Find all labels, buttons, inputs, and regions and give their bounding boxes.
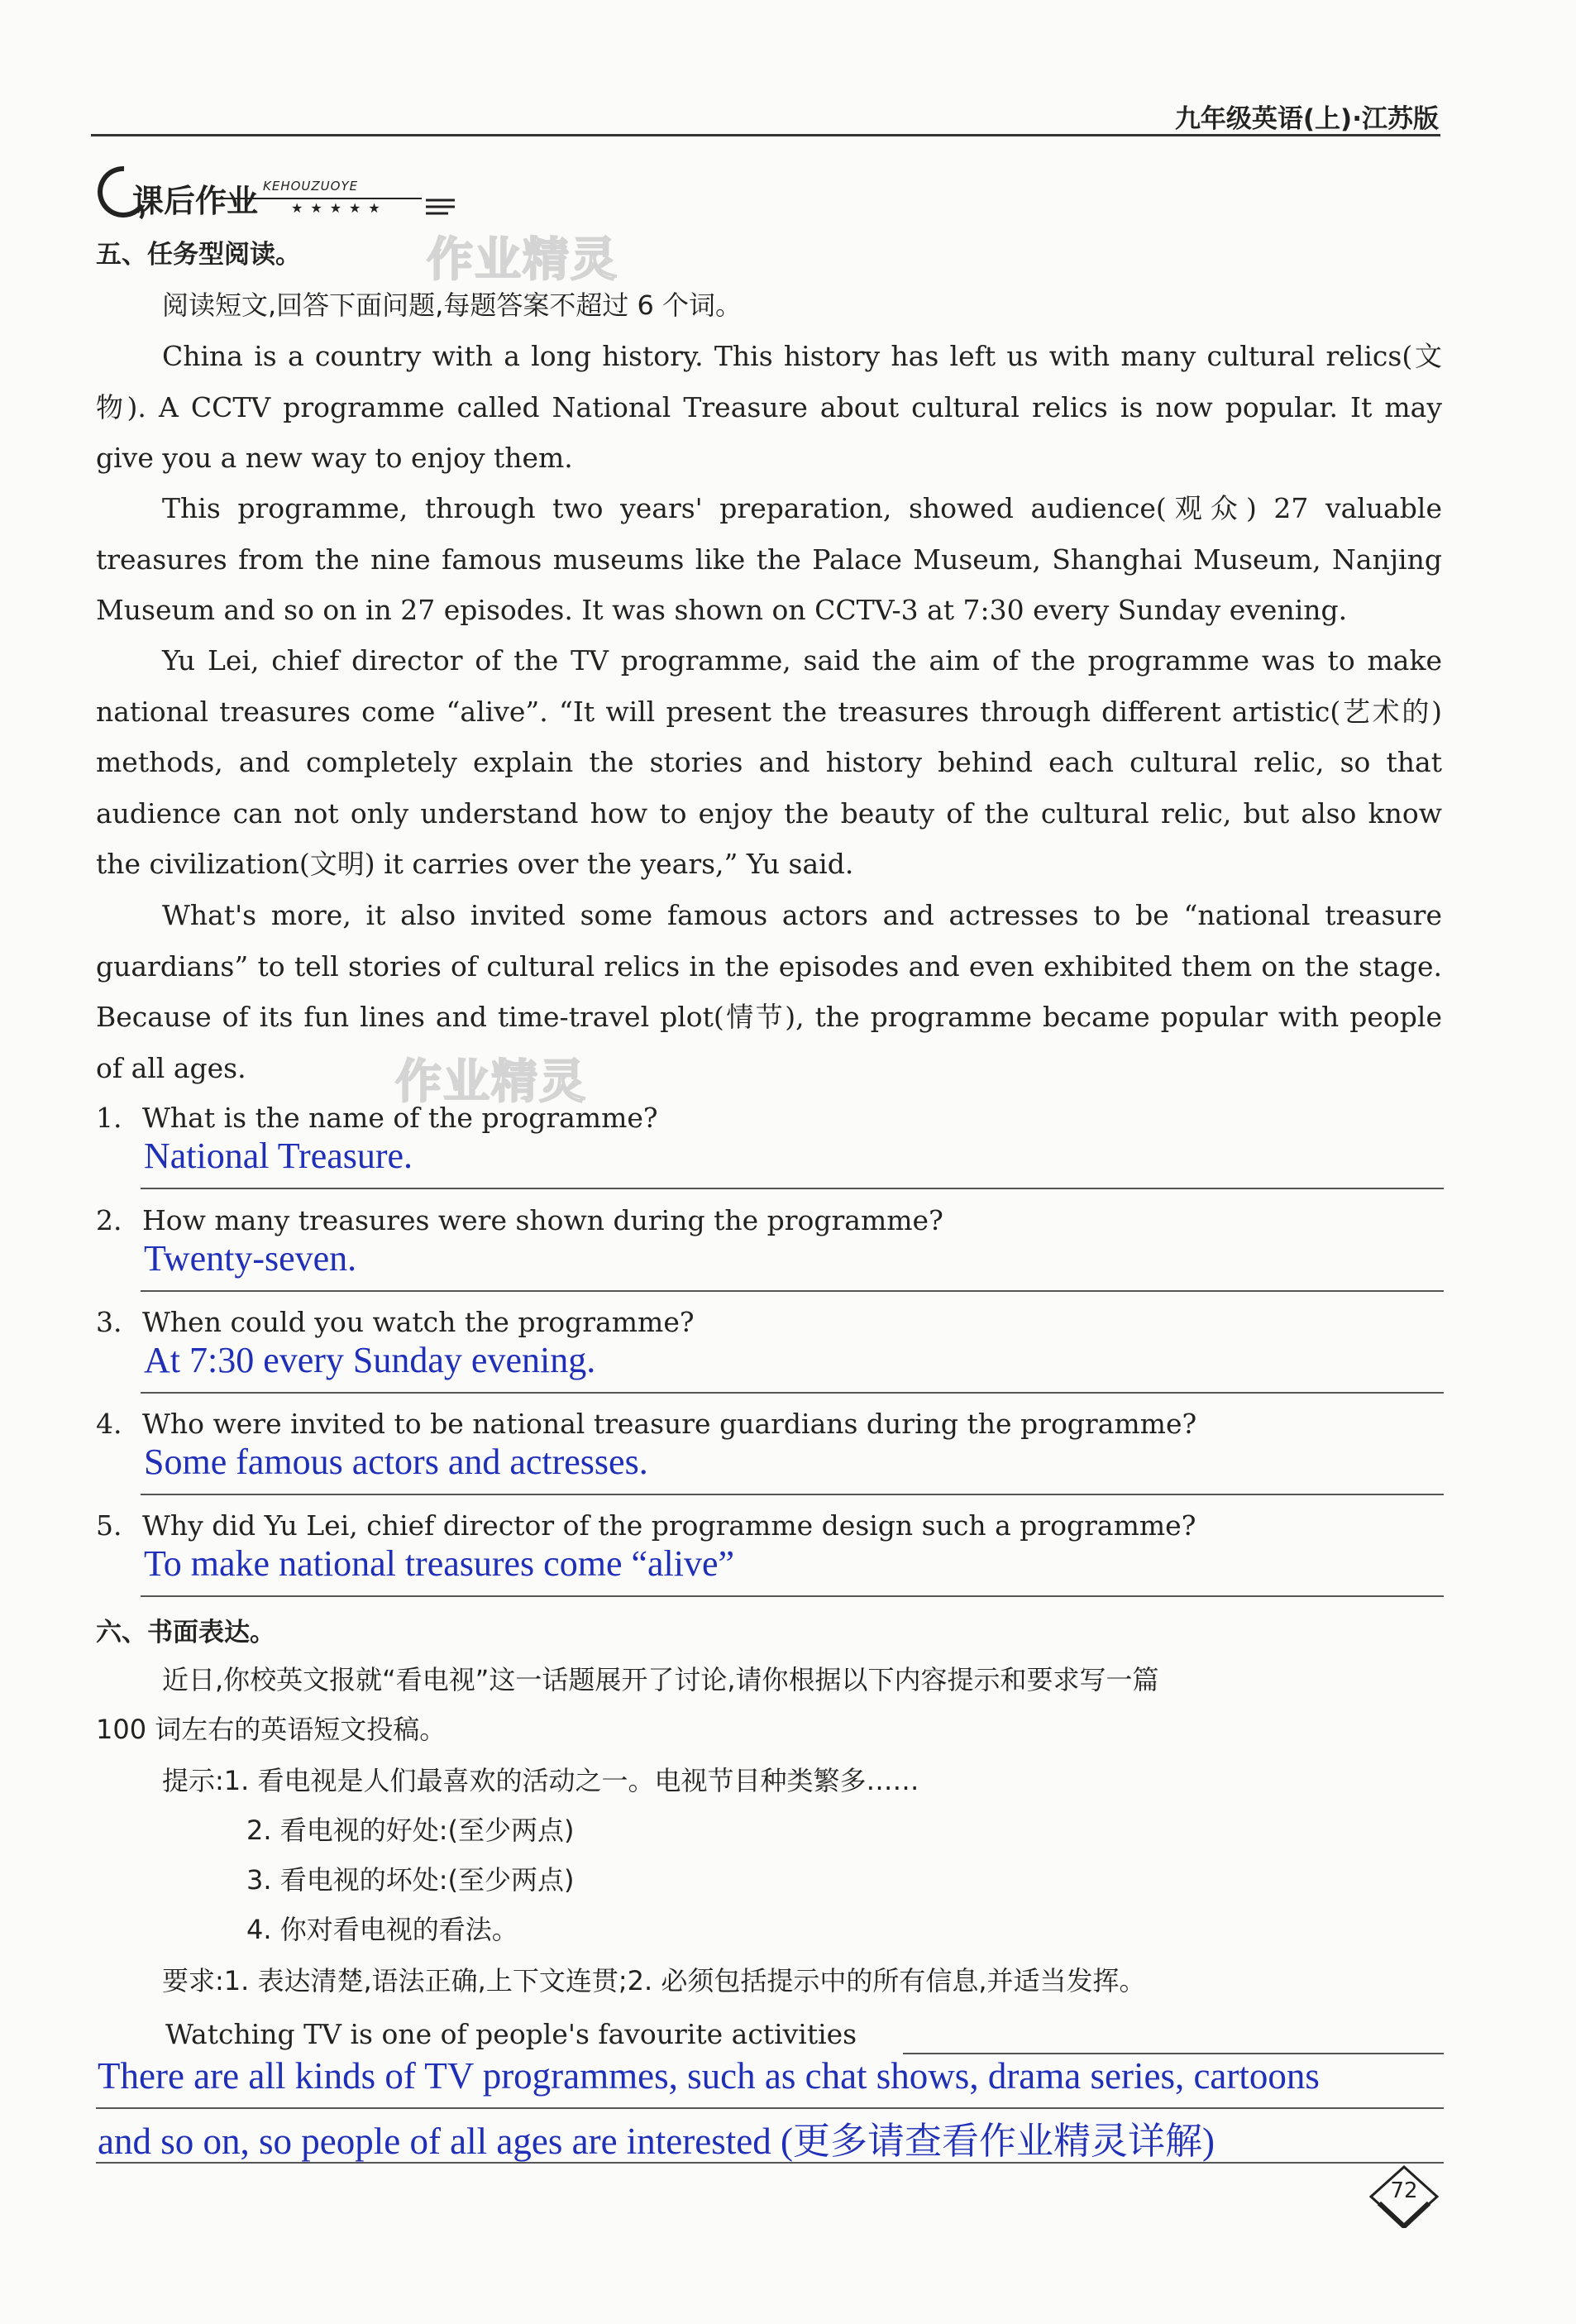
answer-line [141, 1392, 1444, 1394]
writing-intro: 近日,你校英文报就“看电视”这一话题展开了讨论,请你根据以下内容提示和要求写一篇 [162, 1664, 1159, 1695]
answer-line [141, 1188, 1444, 1189]
section-title-writing: 六、书面表达。 [96, 1618, 275, 1647]
answer-line [141, 1494, 1444, 1495]
homework-logo-text: 课后作业 [132, 183, 259, 219]
section-title-reading: 五、任务型阅读。 [96, 240, 301, 270]
reading-paragraph: This programme, through two years' preparation, showed audience(观众) 27 valuable treasures from the nine famous museums like the Palace Museum, Shanghai Museum, Nanjing Museum and so on in 27 episodes. It was shown on CCTV-3 at 7:30 every Sunday evening. [96, 492, 1442, 626]
answer-line [141, 1290, 1444, 1292]
writing-tip: 提示:1. 看电视是人们最喜欢的活动之一。电视节目种类繁多…… [162, 1765, 919, 1796]
writing-tip: 4. 你对看电视的看法。 [246, 1914, 518, 1945]
question-text: How many treasures were shown during the programme? [142, 1204, 943, 1236]
answer-text: Some famous actors and actresses. [144, 1442, 648, 1482]
question-text: What is the name of the programme? [142, 1102, 658, 1134]
question-text: Why did Yu Lei, chief director of the programme design such a programme? [142, 1509, 1196, 1542]
rating-stars: ★★★★★ [291, 200, 388, 216]
header-divider [91, 134, 1440, 136]
homework-logo-subtitle: KEHOUZUOYE [263, 179, 359, 194]
question-number: 5. [96, 1509, 122, 1542]
answer-text: To make national treasures come “alive” [144, 1543, 735, 1584]
reading-paragraph: Yu Lei, chief director of the TV programme, said the aim of the programme was to make national treasures come “alive”. “It will present the treasures through different artistic(艺术的) methods, and completely explain the stories and history behind each cultural relic, so that audience can not only understand how to enjoy the beauty of the cultural relic, but also know the civilization(文明) it carries over the years,” Yu said. [96, 644, 1442, 880]
essay-answer-text: and so on, so people of all ages are interested (更多请查看作业精灵详解) [98, 2121, 1215, 2162]
question-number: 1. [96, 1102, 122, 1134]
question-text: Who were invited to be national treasure guardians during the programme? [142, 1408, 1197, 1440]
essay-line [96, 2107, 1444, 2109]
writing-intro: 100 词左右的英语短文投稿。 [96, 1714, 447, 1745]
writing-tip: 2. 看电视的好处:(至少两点) [246, 1815, 575, 1846]
writing-tip: 3. 看电视的坏处:(至少两点) [246, 1864, 575, 1896]
reading-paragraph: China is a country with a long history. This history has left us with many cultural relics(文物). A CCTV programme called National Treasure about cultural relics is now popular. It may give you a new way to enjoy them. [96, 340, 1442, 474]
answer-text: National Treasure. [144, 1136, 413, 1176]
answer-text: At 7:30 every Sunday evening. [144, 1340, 596, 1380]
reading-paragraph: What's more, it also invited some famous actors and actresses to be “national treasure guardians” to tell stories of cultural relics in the episodes and even exhibited them on the stage. Because of its fun lines and time-travel plot(情节), the programme became popular with people of all ages. [96, 899, 1442, 1084]
watermark: 作业精灵 [427, 233, 618, 287]
question-number: 3. [96, 1306, 122, 1338]
book-title: 九年级英语(上)·江苏版 [1174, 104, 1439, 134]
answer-line [141, 1595, 1444, 1597]
answer-text: Twenty-seven. [144, 1238, 357, 1279]
page-number: 72 [1390, 2178, 1418, 2203]
question-number: 2. [96, 1204, 122, 1236]
question-number: 4. [96, 1408, 122, 1440]
essay-opening-sentence: Watching TV is one of people's favourite activities [165, 2018, 857, 2050]
question-text: When could you watch the programme? [142, 1306, 695, 1338]
essay-answer-text: There are all kinds of TV programmes, such as chat shows, drama series, cartoons [98, 2055, 1320, 2097]
writing-requirement: 要求:1. 表达清楚,语法正确,上下文连贯;2. 必须包括提示中的所有信息,并适当发挥。 [162, 1965, 1146, 1996]
watermark: 作业精灵 [395, 1055, 587, 1109]
reading-instruction: 阅读短文,回答下面问题,每题答案不超过 6 个词。 [162, 289, 743, 321]
essay-line [96, 2162, 1444, 2164]
